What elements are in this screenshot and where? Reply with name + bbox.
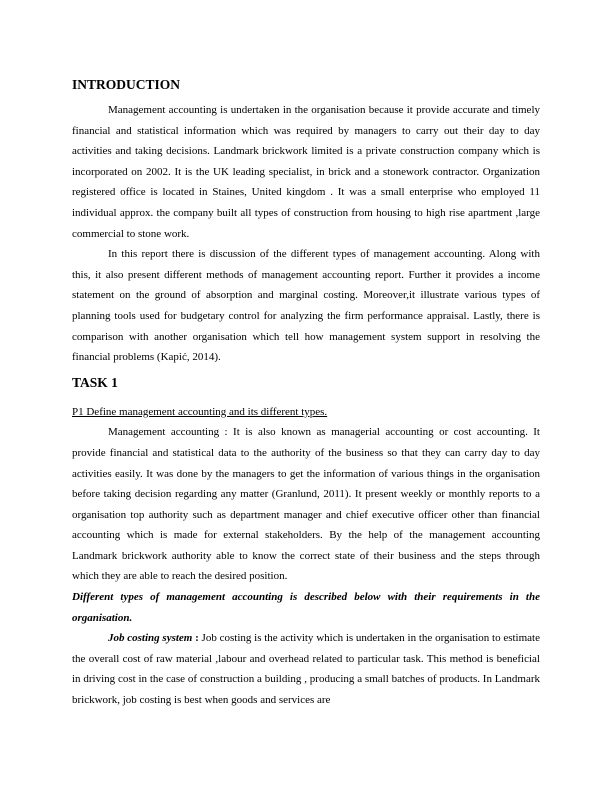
document-page (72, 74, 540, 711)
introduction-paragraph-2: In this report there is discussion of the different types of management accounting. Along with this, it also present different methods of management accounting report. Further it provides a income statement on the ground of absorption and marginal costing. Moreover,it illustrate various types of planning tools used for budgetary control for analyzing the firm performance appraisal. Lastly, there is comparison with another organisation which tell how management system support in resolving the financial problems (Kapić, 2014). (72, 248, 540, 364)
types-intro-paragraph: Different types of management accounting is described below with their requirements in the organisation. (72, 591, 540, 624)
task1-heading: TASK 1 (72, 374, 118, 390)
job-costing-colon: : (192, 632, 199, 645)
task1-subheading: P1 Define management accounting and its different types. (72, 405, 328, 418)
task1-paragraph-1: Management accounting : It is also known as managerial accounting or cost accounting. It provide financial and statistical data to the authority of the business so that they can carry day to day activities easily. It was done by the managers to get the information of various things in the organisation before taking decision regarding any matter (Granlund, 2011). It present weekly or monthly reports to a organisation top authority such as department manager and chief executive officer other than financial accounting which is made for external stakeholders. By the help of the management accounting Landmark brickwork authority able to know the correct state of their business and the steps through which they are able to reach the desired position. (72, 426, 540, 583)
introduction-paragraph-1: Management accounting is undertaken in the organisation because it provide accurate and timely financial and statistical information which was required by managers to carry out their day to day activities and taking decisions. Landmark brickwork limited is a private construction company which is incorporated on 2002. It is the UK leading specialist, in brick and a stonework contractor. Organization registered office is located in Staines, United kingdom . It was a small enterprise who employed 11 individual approx. the company built all types of construction from housing to high rise apartment ,large commercial to stone work. (72, 104, 540, 240)
introduction-heading: INTRODUCTION (72, 77, 181, 92)
job-costing-paragraph (72, 628, 540, 710)
job-costing-text: Job costing is the activity which is undertaken in the organisation to estimate the overall cost of raw material ,labour and overhead related to particular task. This method is beneficial in driving cost in the case of construction a building , producing a small batches of products. In Landmark brickwork, job costing is best when goods and services are (72, 632, 540, 707)
job-costing-label: Job costing system (108, 632, 193, 645)
